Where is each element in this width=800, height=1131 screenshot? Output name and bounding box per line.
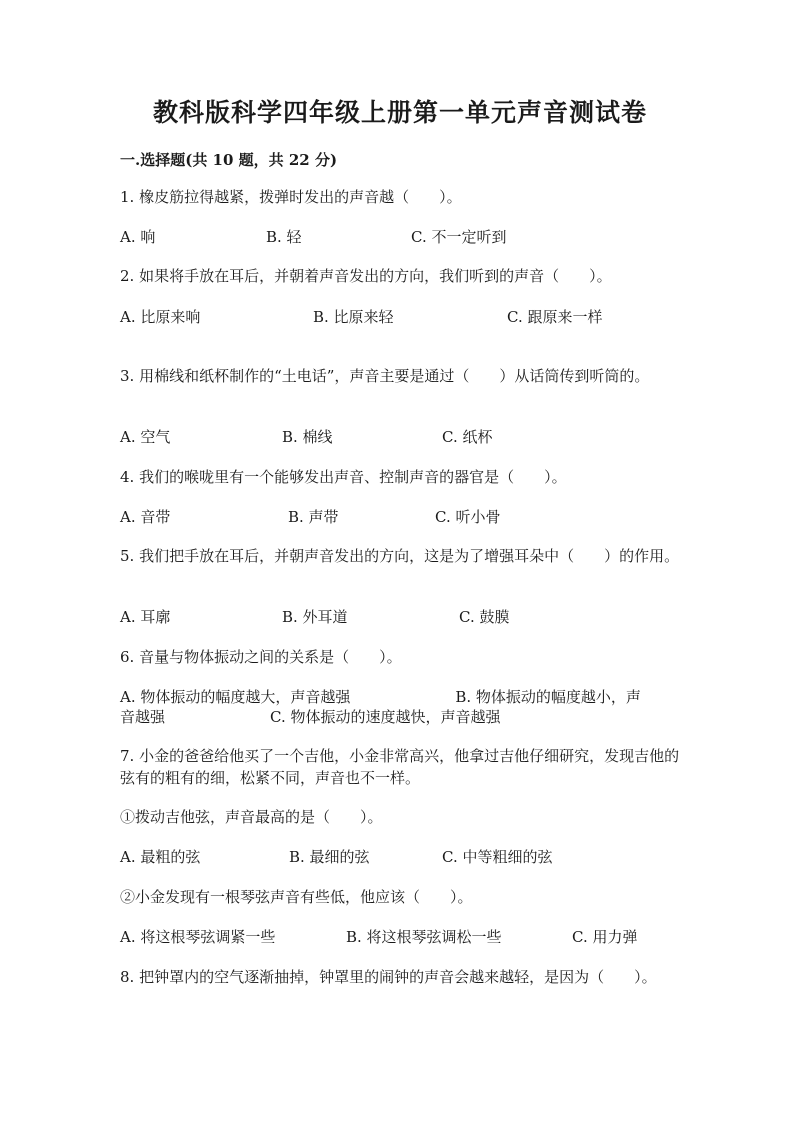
question-5-options [120, 606, 685, 628]
option-b: B. 外耳道 [282, 608, 348, 626]
option-b: B. 轻 [266, 228, 302, 246]
question-2-options [120, 306, 685, 328]
question-6-options-line-1: A. 物体振动的幅度越大，声音越强 B. 物体振动的幅度越小，声 [120, 688, 641, 706]
option-a: A. 将这根琴弦调紧一些 [120, 928, 276, 946]
question-4-stem: 4. 我们的喉咙里有一个能够发出声音、控制声音的器官是（ ）。 [120, 468, 567, 486]
question-1-stem: 1. 橡皮筋拉得越紧，拨弹时发出的声音越（ ）。 [120, 188, 462, 206]
option-a: A. 最粗的弦 [120, 848, 201, 866]
option-a: A. 比原来响 [120, 308, 201, 326]
option-b: B. 比原来轻 [313, 308, 394, 326]
option-b: B. 棉线 [282, 428, 333, 446]
question-3-stem: 3. 用棉线和纸杯制作的“土电话”，声音主要是通过（ ）从话筒传到听筒的。 [120, 367, 650, 385]
option-a: A. 耳廓 [120, 608, 171, 626]
option-c: C. 鼓膜 [459, 608, 510, 626]
question-6-options-line-2: 音越强 C. 物体振动的速度越快，声音越强 [120, 708, 501, 726]
question-4-options [120, 506, 685, 528]
option-c: C. 纸杯 [442, 428, 493, 446]
option-c: C. 中等粗细的弦 [442, 848, 553, 866]
question-7-sub-2-stem: ②小金发现有一根琴弦声音有些低，他应该（ ）。 [120, 888, 473, 906]
option-a: A. 响 [120, 228, 156, 246]
option-b: B. 声带 [288, 508, 339, 526]
section-heading: 一.选择题(共 10 题，共 22 分) [120, 151, 338, 169]
question-7-sub-1-stem: ①拨动吉他弦，声音最高的是（ ）。 [120, 808, 383, 826]
question-2-stem: 2. 如果将手放在耳后，并朝着声音发出的方向，我们听到的声音（ ）。 [120, 267, 612, 285]
option-c: C. 用力弹 [572, 928, 638, 946]
page-title: 教科版科学四年级上册第一单元声音测试卷 [152, 98, 647, 127]
option-c: C. 听小骨 [435, 508, 501, 526]
option-a: A. 空气 [120, 428, 171, 446]
question-7-sub-2-options [120, 926, 685, 948]
option-a: A. 音带 [120, 508, 171, 526]
option-c: C. 跟原来一样 [507, 308, 603, 326]
question-5-stem: 5. 我们把手放在耳后，并朝声音发出的方向，这是为了增强耳朵中（ ）的作用。 [120, 547, 680, 565]
question-8-stem: 8. 把钟罩内的空气逐渐抽掉，钟罩里的闹钟的声音会越来越轻，是因为（ ）。 [120, 968, 657, 986]
option-c: C. 不一定听到 [411, 228, 507, 246]
option-b: B. 最细的弦 [289, 848, 370, 866]
question-6-stem: 6. 音量与物体振动之间的关系是（ ）。 [120, 648, 402, 666]
question-3-options [120, 426, 685, 448]
question-7-stem: 7. 小金的爸爸给他买了一个吉他，小金非常高兴，他拿过吉他仔细研究，发现吉他的弦有的粗有的细，松紧不同，声音也不一样。 [120, 747, 680, 787]
question-1-options [120, 226, 685, 248]
option-b: B. 将这根琴弦调松一些 [346, 928, 502, 946]
question-7-sub-1-options [120, 846, 685, 868]
